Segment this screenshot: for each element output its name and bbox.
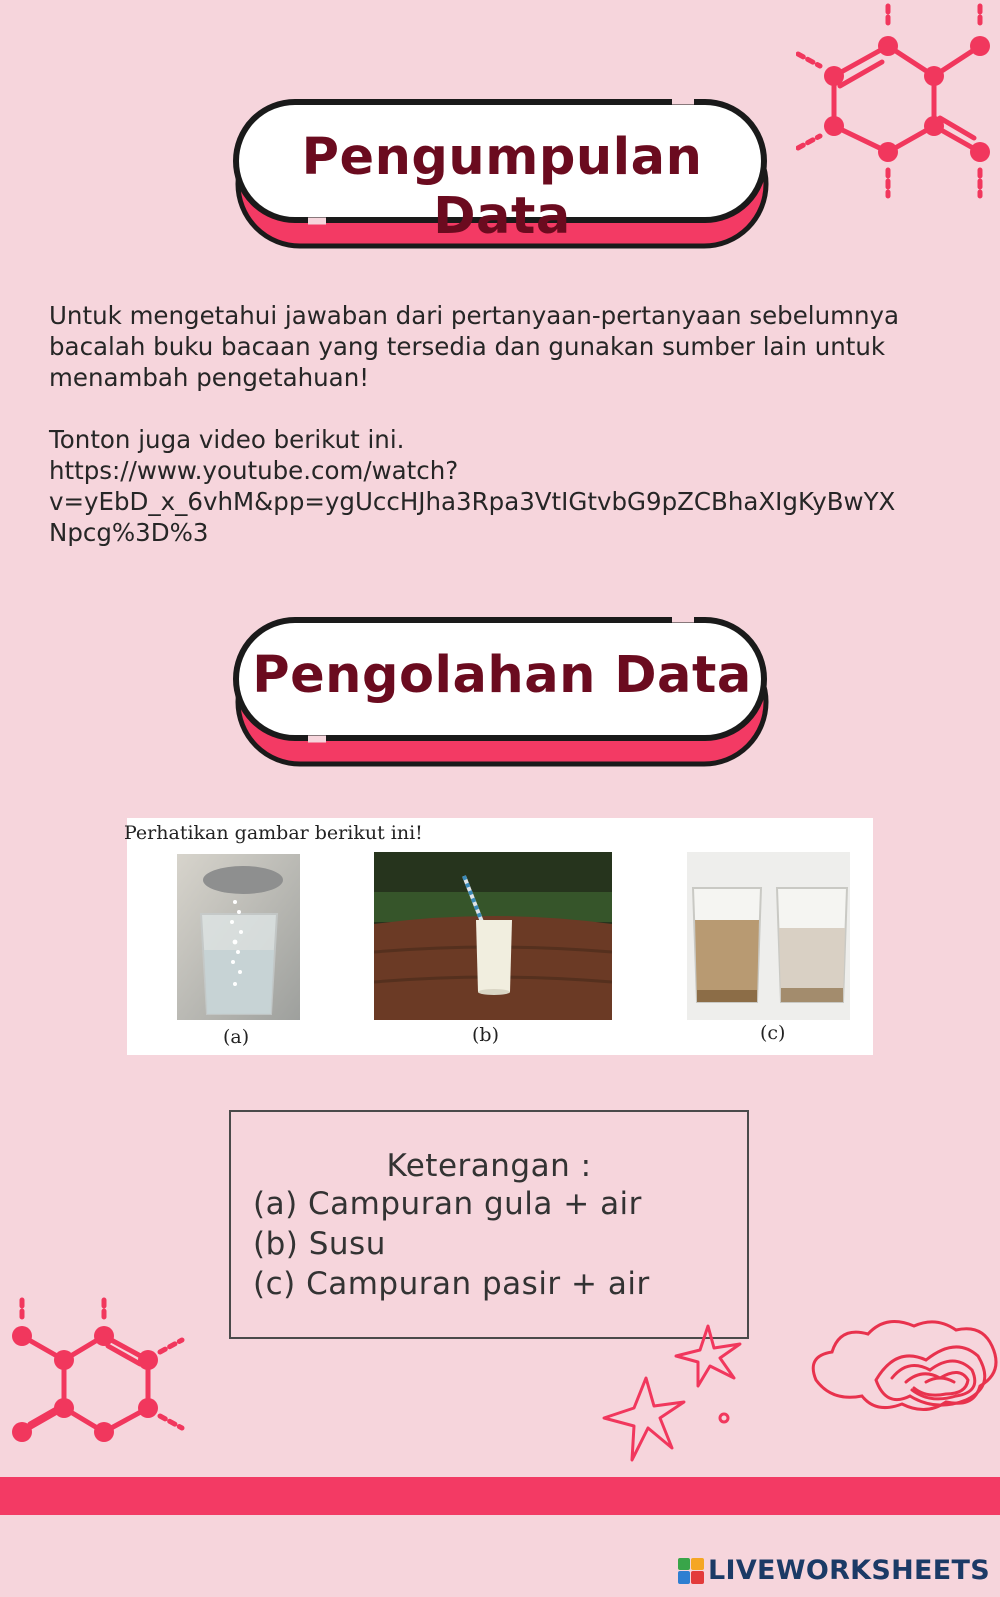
title-banner-pengumpulan: [232, 98, 774, 246]
label-c: (c): [760, 1022, 786, 1044]
legend-box: [229, 1110, 749, 1339]
title-banner-pengolahan: [232, 616, 774, 764]
bottom-accent-bar: [0, 1477, 1000, 1515]
section-title: Pengumpulan Data: [301, 128, 703, 246]
intro-paragraph: Untuk mengetahui jawaban dari pertanyaan-pertanyaan sebelumnya bacalah buku bacaan yang tersedia dan gunakan sumber lain untuk menambah pengetahuan!: [49, 301, 900, 392]
legend-item: (b) Susu: [253, 1226, 386, 1262]
legend-item: (c) Campuran pasir + air: [253, 1266, 650, 1302]
hexagon-molecule-icon: [0, 1296, 190, 1446]
legend-item: (a) Campuran gula + air: [253, 1186, 642, 1222]
section-title: Pengolahan Data: [252, 646, 752, 705]
mixture-figure: [124, 818, 873, 1055]
sand-water-photo: [687, 852, 850, 1020]
hexagon-molecule-icon: [796, 0, 1000, 200]
liveworksheets-logo-icon: [678, 1558, 704, 1584]
video-paragraph: Tonton juga video berikut ini. https://www.youtube.com/watch? v=yEbD_x_6vhM&pp=ygUccHJha3Rpa3VtIGtvbG9pZCBhaXIgKyBwYX Npcg%3D%3: [49, 425, 896, 547]
label-a: (a): [223, 1026, 250, 1048]
sugar-water-photo: [177, 854, 300, 1020]
cloud-scribble-icon: [806, 1316, 1000, 1420]
legend-title: Keterangan :: [386, 1148, 592, 1184]
star-icon: [600, 1320, 760, 1470]
label-b: (b): [472, 1024, 499, 1046]
liveworksheets-logo: [678, 1555, 990, 1586]
milk-photo: [374, 852, 612, 1020]
brand-name: LIVEWORKSHEETS: [707, 1555, 990, 1586]
figure-caption: Perhatikan gambar berikut ini!: [124, 822, 423, 844]
